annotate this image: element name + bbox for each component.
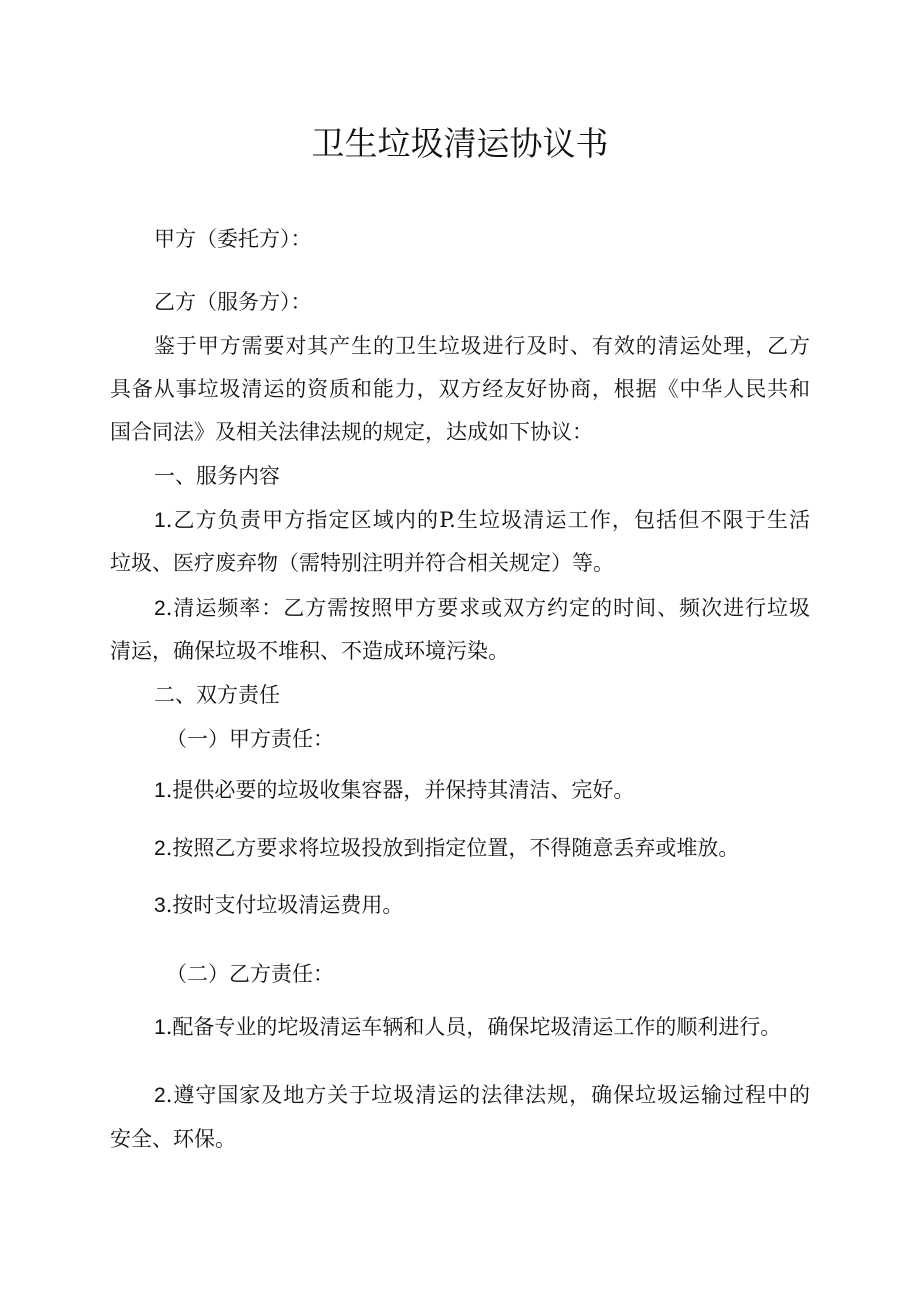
item-number: 3 [154,894,166,917]
preamble-line-1 [154,326,810,367]
item-number: 2 [154,1084,166,1107]
section-1-item-1-row [154,500,810,541]
item-text: .按时支付垃圾清运费用。 [165,893,404,917]
section-1-heading: 一、服务内容 [154,464,280,488]
section-1-item-2-row [154,588,810,629]
sub-a-item-1 [154,770,810,811]
item-text: .乙方负责甲方指定区域内的P.生垃圾清运工作，包括但不限于生活 [165,508,810,532]
item-number: 1 [154,779,166,802]
sub-b-item-2-row [154,1075,810,1116]
section-1-item-2-line-2: 清运，确保垃圾不堆积、不造成环境污染。 [110,639,509,663]
item-text: .配备专业的坨圾清运车辆和人员，确保坨圾清运工作的顺利进行。 [165,1015,782,1039]
sub-b-item-1 [154,1007,810,1048]
sub-a-item-3 [154,885,810,926]
sub-b-item-2-line-1 [154,1075,810,1116]
sub-a-item-2 [154,828,810,869]
section-1-item-2-line-1 [154,588,810,629]
item-text: .清运频率：乙方需按照甲方要求或双方约定的时间、频次进行垃圾 [165,596,810,620]
item-number: 1 [154,509,166,532]
section-2-heading: 二、双方责任 [154,683,280,707]
preamble-text-1: 鉴于甲方需要对其产生的卫生垃圾进行及时、有效的清运处理，乙方 [154,334,810,358]
section-1-item-1-line-1 [154,500,810,541]
item-number: 2 [154,837,166,860]
section-1-item-1-line-2: 垃圾、医疗废弃物（需特别注明并符合相关规定）等。 [110,551,614,575]
preamble-text-2: 具备从事垃圾清运的资质和能力，双方经友好协商，根据《中华人民共和 [110,377,810,401]
party-a-line: 甲方（委托方）： [154,227,312,251]
party-b-line: 乙方（服务方）： [154,290,312,314]
item-number: 2 [154,597,166,620]
sub-b-item-2-line-2: 安全、环保。 [110,1127,236,1151]
item-text: .提供必要的垃圾收集容器，并保持其清洁、完好。 [165,778,635,802]
preamble-line-3: 国合同法》及相关法律法规的规定，达成如下协议： [110,420,593,444]
item-text: .按照乙方要求将垃圾投放到指定位置，不得随意丢弃或堆放。 [165,836,740,860]
preamble-line-2 [110,369,810,410]
document-title: 卫生垃圾清运协议书 [311,124,609,163]
sub-a-heading: （一）甲方责任： [166,727,334,751]
item-text: .遵守国家及地方关于垃圾清运的法律法规，确保垃圾运输过程中的 [165,1083,810,1107]
item-number: 1 [154,1016,166,1039]
sub-b-heading: （二）乙方责任： [166,962,334,986]
